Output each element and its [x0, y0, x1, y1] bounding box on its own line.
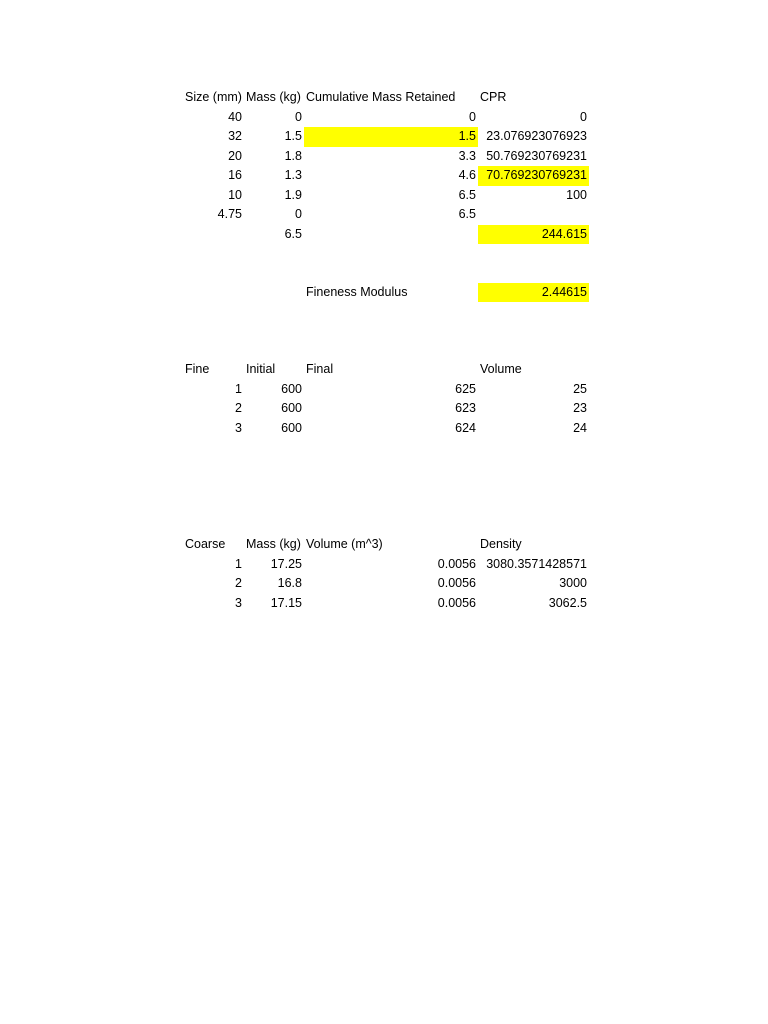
table-cell: 100 — [566, 187, 587, 202]
header-cell: Cumulative Mass Retained — [306, 90, 456, 104]
table-cell: 0 — [295, 207, 302, 221]
header-cell: Coarse — [185, 537, 226, 551]
table-cell: 623 — [455, 401, 476, 415]
table-cell: 1 — [235, 381, 242, 396]
table-cell: 40 — [228, 109, 242, 124]
table-row — [183, 399, 591, 419]
table-row — [183, 147, 591, 167]
table-cell: 1.8 — [284, 148, 302, 163]
header-cell: Mass (kg) — [246, 90, 301, 104]
table-cell: 16.8 — [277, 576, 302, 590]
table-cell: 625 — [455, 381, 476, 396]
table-cell: 50.769230769231 — [486, 148, 587, 163]
header-cell: Initial — [246, 362, 276, 376]
table-row — [183, 419, 591, 439]
table-cell: 0 — [469, 109, 476, 124]
table-cell: 0.0056 — [437, 556, 476, 571]
table-row — [183, 186, 591, 206]
table-row — [183, 108, 591, 128]
table-cell: 25 — [573, 381, 587, 396]
header-cell: Size (mm) — [185, 90, 242, 104]
table-cell: 1.5 — [284, 129, 302, 143]
table-row — [183, 380, 591, 400]
table-cell: 10 — [228, 187, 242, 202]
table-cell: 6.5 — [458, 207, 476, 221]
table-cell: 20 — [228, 148, 242, 163]
table-cell: 600 — [281, 401, 302, 415]
table-row — [183, 205, 591, 225]
table-cell: 1 — [235, 556, 242, 571]
header-cell: Density — [480, 537, 522, 551]
table-cell: 600 — [281, 420, 302, 435]
table-cell: 1.9 — [284, 187, 302, 202]
table-cell: 16 — [228, 168, 242, 182]
header-cell: Volume (m^3) — [306, 537, 383, 551]
table-cell: 0.0056 — [437, 595, 476, 610]
total-cpr-cell: 244.615 — [478, 225, 589, 245]
header-cell: Volume — [480, 362, 522, 376]
table-cell: 1.3 — [284, 168, 302, 182]
table-cell: 17.25 — [270, 556, 302, 571]
fine-header-row — [183, 360, 591, 380]
table-cell: 3 — [235, 420, 242, 435]
table-row — [183, 166, 591, 186]
table-cell: 23.076923076923 — [486, 129, 587, 143]
header-cell: Mass (kg) — [246, 537, 301, 551]
table-cell: 23 — [573, 401, 587, 415]
table-cell: 3080.3571428571 — [486, 556, 587, 571]
table-cell — [183, 225, 244, 245]
table-cell: 4.75 — [217, 207, 242, 221]
totals-row — [183, 225, 591, 245]
table-cell: 17.15 — [270, 595, 302, 610]
header-cell: Fine — [185, 362, 210, 376]
sieve-header-row — [183, 88, 591, 108]
header-cell: CPR — [480, 90, 507, 104]
table-cell: 32 — [228, 129, 242, 143]
fineness-modulus-label: Fineness Modulus — [306, 284, 408, 299]
table-cell: 0.0056 — [437, 576, 476, 590]
table-cell: 4.6 — [458, 168, 476, 182]
table-cell: 0 — [295, 109, 302, 124]
table-cell: 24 — [573, 420, 587, 435]
table-cell: 3000 — [559, 576, 587, 590]
table-cell: 3062.5 — [548, 595, 587, 610]
highlighted-cell: 1.5 — [304, 127, 478, 147]
table-cell: 3 — [235, 595, 242, 610]
table-cell — [478, 205, 589, 225]
table-cell: 624 — [455, 420, 476, 435]
table-row — [183, 574, 591, 594]
table-cell: 2 — [235, 401, 242, 415]
table-row — [183, 555, 591, 575]
table-cell: 0 — [580, 109, 587, 124]
header-cell: Final — [306, 362, 334, 376]
table-row — [183, 594, 591, 614]
fineness-modulus-value: 2.44615 — [478, 283, 589, 303]
highlighted-cell: 70.769230769231 — [478, 166, 589, 186]
coarse-header-row — [183, 535, 591, 555]
table-row — [183, 127, 591, 147]
table-cell: 600 — [281, 381, 302, 396]
table-cell: 6.5 — [458, 187, 476, 202]
fineness-row — [183, 283, 591, 303]
table-cell: 3.3 — [458, 148, 476, 163]
table-cell — [304, 225, 478, 245]
table-cell: 2 — [235, 576, 242, 590]
total-mass-cell: 6.5 — [284, 226, 302, 241]
